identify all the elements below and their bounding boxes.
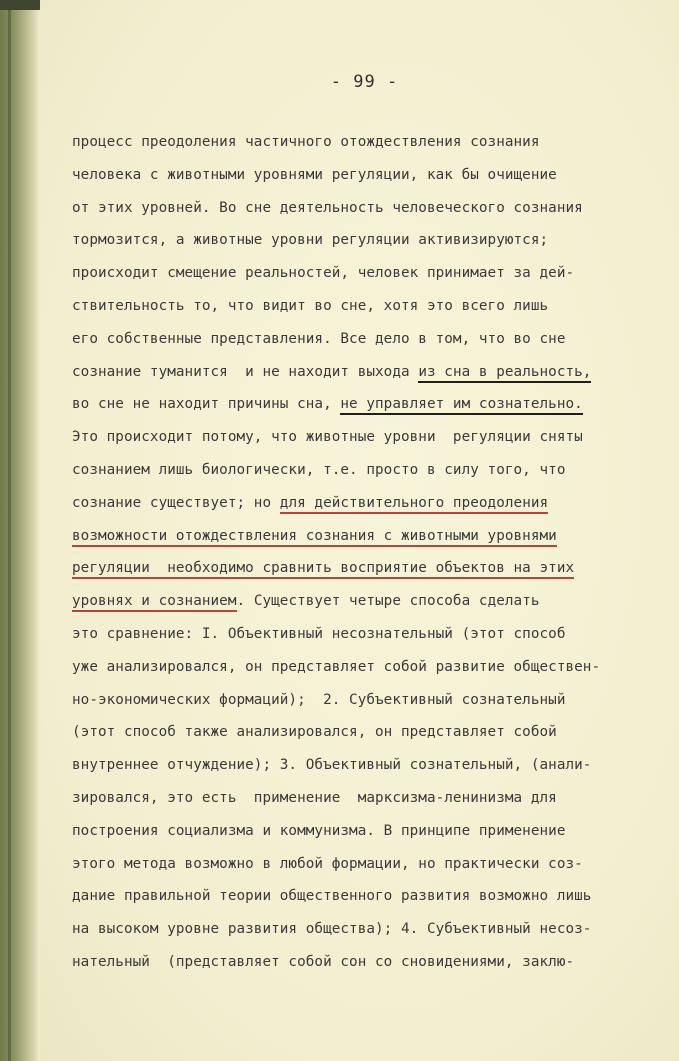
text-line xyxy=(72,585,672,618)
text-line xyxy=(72,224,672,257)
text-line xyxy=(72,126,672,159)
text-segment: Это происходит потому, что животные уровни регуляции сняты xyxy=(72,429,583,446)
text-line xyxy=(72,552,672,585)
text-segment: построения социализма и коммунизма. В принципе применение xyxy=(72,822,566,839)
text-segment: от этих уровней. Во сне деятельность человеческого сознания xyxy=(72,199,583,216)
red-underlined-text: уровнях и сознанием xyxy=(72,593,237,612)
red-underlined-text: регуляции необходимо сравнить восприятие объектов на этих xyxy=(72,560,574,579)
text-segment: нательный (представляет собой сон со сновидениями, заклю- xyxy=(72,953,575,970)
text-segment: дание правильной теории общественного развития возможно лишь xyxy=(72,888,592,905)
text-line xyxy=(72,749,672,782)
text-segment: . Существует четыре способа сделать xyxy=(236,593,540,610)
binding-spine xyxy=(0,0,40,1061)
text-segment: сознание существует; но xyxy=(72,494,280,511)
text-line xyxy=(72,946,672,979)
text-line xyxy=(72,651,672,684)
text-line xyxy=(72,487,672,520)
binding-edge xyxy=(8,0,11,1061)
text-line xyxy=(72,782,672,815)
text-line xyxy=(72,880,672,913)
text-segment: происходит смещение реальностей, человек принимает за дей- xyxy=(72,265,575,282)
text-line xyxy=(72,290,672,323)
red-underlined-text: для действительного преодоления xyxy=(280,495,548,514)
text-line xyxy=(72,684,672,717)
text-segment: процесс преодоления частичного отождествления сознания xyxy=(72,134,540,150)
red-underlined-text: возможности отождествления сознания с животными уровнями xyxy=(72,528,557,547)
text-line xyxy=(72,257,672,290)
text-segment: сознанием лишь биологически, т.е. просто в силу того, что xyxy=(72,461,566,478)
text-segment: (этот способ также анализировался, он представляет собой xyxy=(72,724,557,741)
text-line xyxy=(72,454,672,487)
text-line xyxy=(72,323,672,356)
text-segment: внутреннее отчуждение); 3. Объективный сознательный, (анали- xyxy=(72,757,592,774)
text-line xyxy=(72,815,672,848)
underlined-text: из сна в реальность, xyxy=(418,364,591,383)
binding-tab xyxy=(0,0,40,10)
text-line xyxy=(72,520,672,553)
text-line xyxy=(72,716,672,749)
text-segment: ствительность то, что видит во сне, хотя это всего лишь xyxy=(72,297,549,314)
text-line xyxy=(72,356,672,389)
text-segment: сознание туманится и не находит выхода xyxy=(72,363,419,380)
text-segment: но-экономических формаций); 2. Субъективный сознательный xyxy=(72,691,566,708)
text-segment: тормозится, а животные уровни регуляции активизируются; xyxy=(72,232,549,249)
text-segment: уже анализировался, он представляет собой развитие обществен- xyxy=(72,658,601,675)
text-segment: этого метода возможно в любой формации, но практически соз- xyxy=(72,855,583,872)
text-line xyxy=(72,192,672,225)
text-segment: во сне не находит причины сна, xyxy=(72,396,341,413)
text-line xyxy=(72,618,672,651)
page-number: - 99 - xyxy=(330,72,399,92)
text-line xyxy=(72,159,672,192)
text-segment: на высоком уровне развития общества); 4. Субъективный несоз- xyxy=(72,921,592,938)
text-segment: его собственные представления. Все дело в том, что во сне xyxy=(72,330,566,347)
body-text xyxy=(72,126,672,979)
text-segment: зировался, это есть применение марксизма-ленинизма для xyxy=(72,789,557,806)
text-line xyxy=(72,913,672,946)
document-page xyxy=(40,0,679,1061)
text-line xyxy=(72,388,672,421)
text-segment: человека с животными уровнями регуляции, как бы очищение xyxy=(72,166,557,183)
text-segment: это сравнение: I. Объективный несознательный (этот способ xyxy=(72,625,566,642)
underlined-text: не управляет им сознательно. xyxy=(340,396,582,415)
text-line xyxy=(72,848,672,881)
text-line xyxy=(72,421,672,454)
